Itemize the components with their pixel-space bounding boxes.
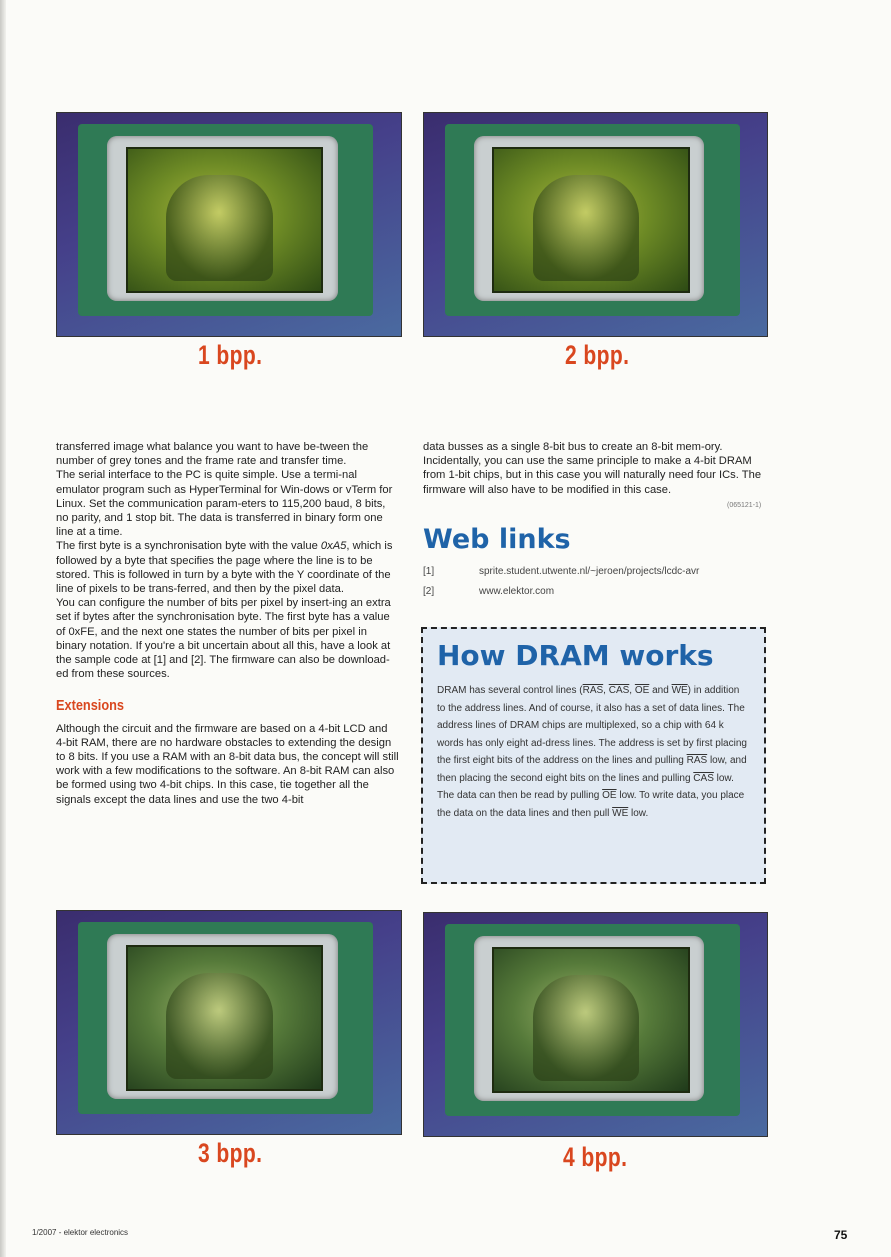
lcd-photo-2bpp	[423, 112, 768, 337]
article-reference-code: (065121-1)	[727, 502, 762, 509]
caption-2bpp: 2 bpp.	[565, 340, 630, 370]
web-link-item	[423, 566, 699, 586]
page-binding-edge	[0, 0, 6, 1257]
code-value: 0xA5	[320, 540, 347, 553]
section-heading-extensions: Extensions	[56, 697, 125, 715]
web-links-heading: Web links	[423, 524, 571, 555]
paragraph: The first byte is a synchronisation byte with the value 0xA5, which is followed by a byte that specifies the page where the line is to be stored. This is followed in turn by a byte with the Y coordinate of the line of pixels to be trans-ferred, and then by the pixel data.	[56, 540, 393, 596]
paragraph: data busses as a single 8-bit bus to create an 8-bit mem-ory. Incidentally, you can use the same principle to make a 4-bit DRAM from 1-bit chips, but in this case you will naturally need four ICs. The firmware will also have to be modified in this case.	[423, 441, 762, 496]
web-link-item	[423, 586, 699, 606]
right-text-column	[423, 440, 766, 497]
link-number: [2]	[423, 586, 435, 597]
lcd-photo-4bpp	[423, 912, 768, 1137]
dram-box-heading: How DRAM works	[437, 639, 714, 672]
link-url[interactable]: sprite.student.utwente.nl/~jeroen/projects/lcdc-avr	[479, 566, 700, 577]
web-links-list	[423, 566, 699, 606]
paragraph: You can configure the number of bits per pixel by insert-ing an extra set if bytes after the synchronisation byte. The first byte has a value of 0xFE, and the next one states the number of bits per pixel in binary notation. If you're a bit uncertain about all this, have a look at the sample code at [1] and [2]. The firmware can also be download-ed from these sources.	[56, 597, 391, 681]
caption-4bpp: 4 bpp.	[563, 1142, 628, 1172]
paragraph: The serial interface to the PC is quite simple. Use a termi-nal emulator program such as HyperTerminal for Win-dows or vTerm for Linux. Set the communication param-eters to 115,200 baud, 8 bits, no parity, and 1 stop bit. The data is transferred in binary form one line at a time.	[56, 469, 393, 539]
dram-box-text: DRAM has several control lines ($\overline{RAS}$, $\overline{CAS}$, $\overline{OE}$ and $\overline{WE}$) in addition to the address lines. And of course, it also has a set of data lines. The address lines of DRAM chips are multiplexed, so a chip with 64 k words has only eight ad-dress lines. The address is set by first placing the first eight bits of the address on the lines and pulling $\overline{RAS}$ low, and then placing the second eight bits on the lines and pulling $\overline{CAS}$ low. The data can then be read by pulling $\overline{OE}$ low. To write data, you place the data on the data lines and then pull $\overline{WE}$ low.	[437, 685, 747, 819]
how-dram-works-box	[421, 627, 766, 884]
footer-issue: 1/2007 - elektor electronics	[32, 1228, 129, 1237]
paragraph: transferred image what balance you want to have be-tween the number of grey tones and the frame rate and transfer time.	[56, 441, 369, 468]
caption-3bpp: 3 bpp.	[198, 1138, 263, 1168]
page-number: 75	[834, 1228, 848, 1242]
left-text-column	[56, 440, 399, 807]
link-url[interactable]: www.elektor.com	[479, 586, 555, 597]
lcd-photo-1bpp	[56, 112, 402, 337]
lcd-photo-3bpp	[56, 910, 402, 1135]
link-number: [1]	[423, 566, 435, 577]
paragraph: Although the circuit and the firmware are based on a 4-bit LCD and 4-bit RAM, there are no hardware obstacles to extending the design to 8 bits. If you use a RAM with an 8-bit data bus, the concept will still work with a few modifications to the software. An 8-bit RAM can also be formed using two 4-bit chips. In this case, tie together all the signals except the data lines and use the two 4-bit	[56, 722, 399, 806]
caption-1bpp: 1 bpp.	[198, 340, 263, 370]
